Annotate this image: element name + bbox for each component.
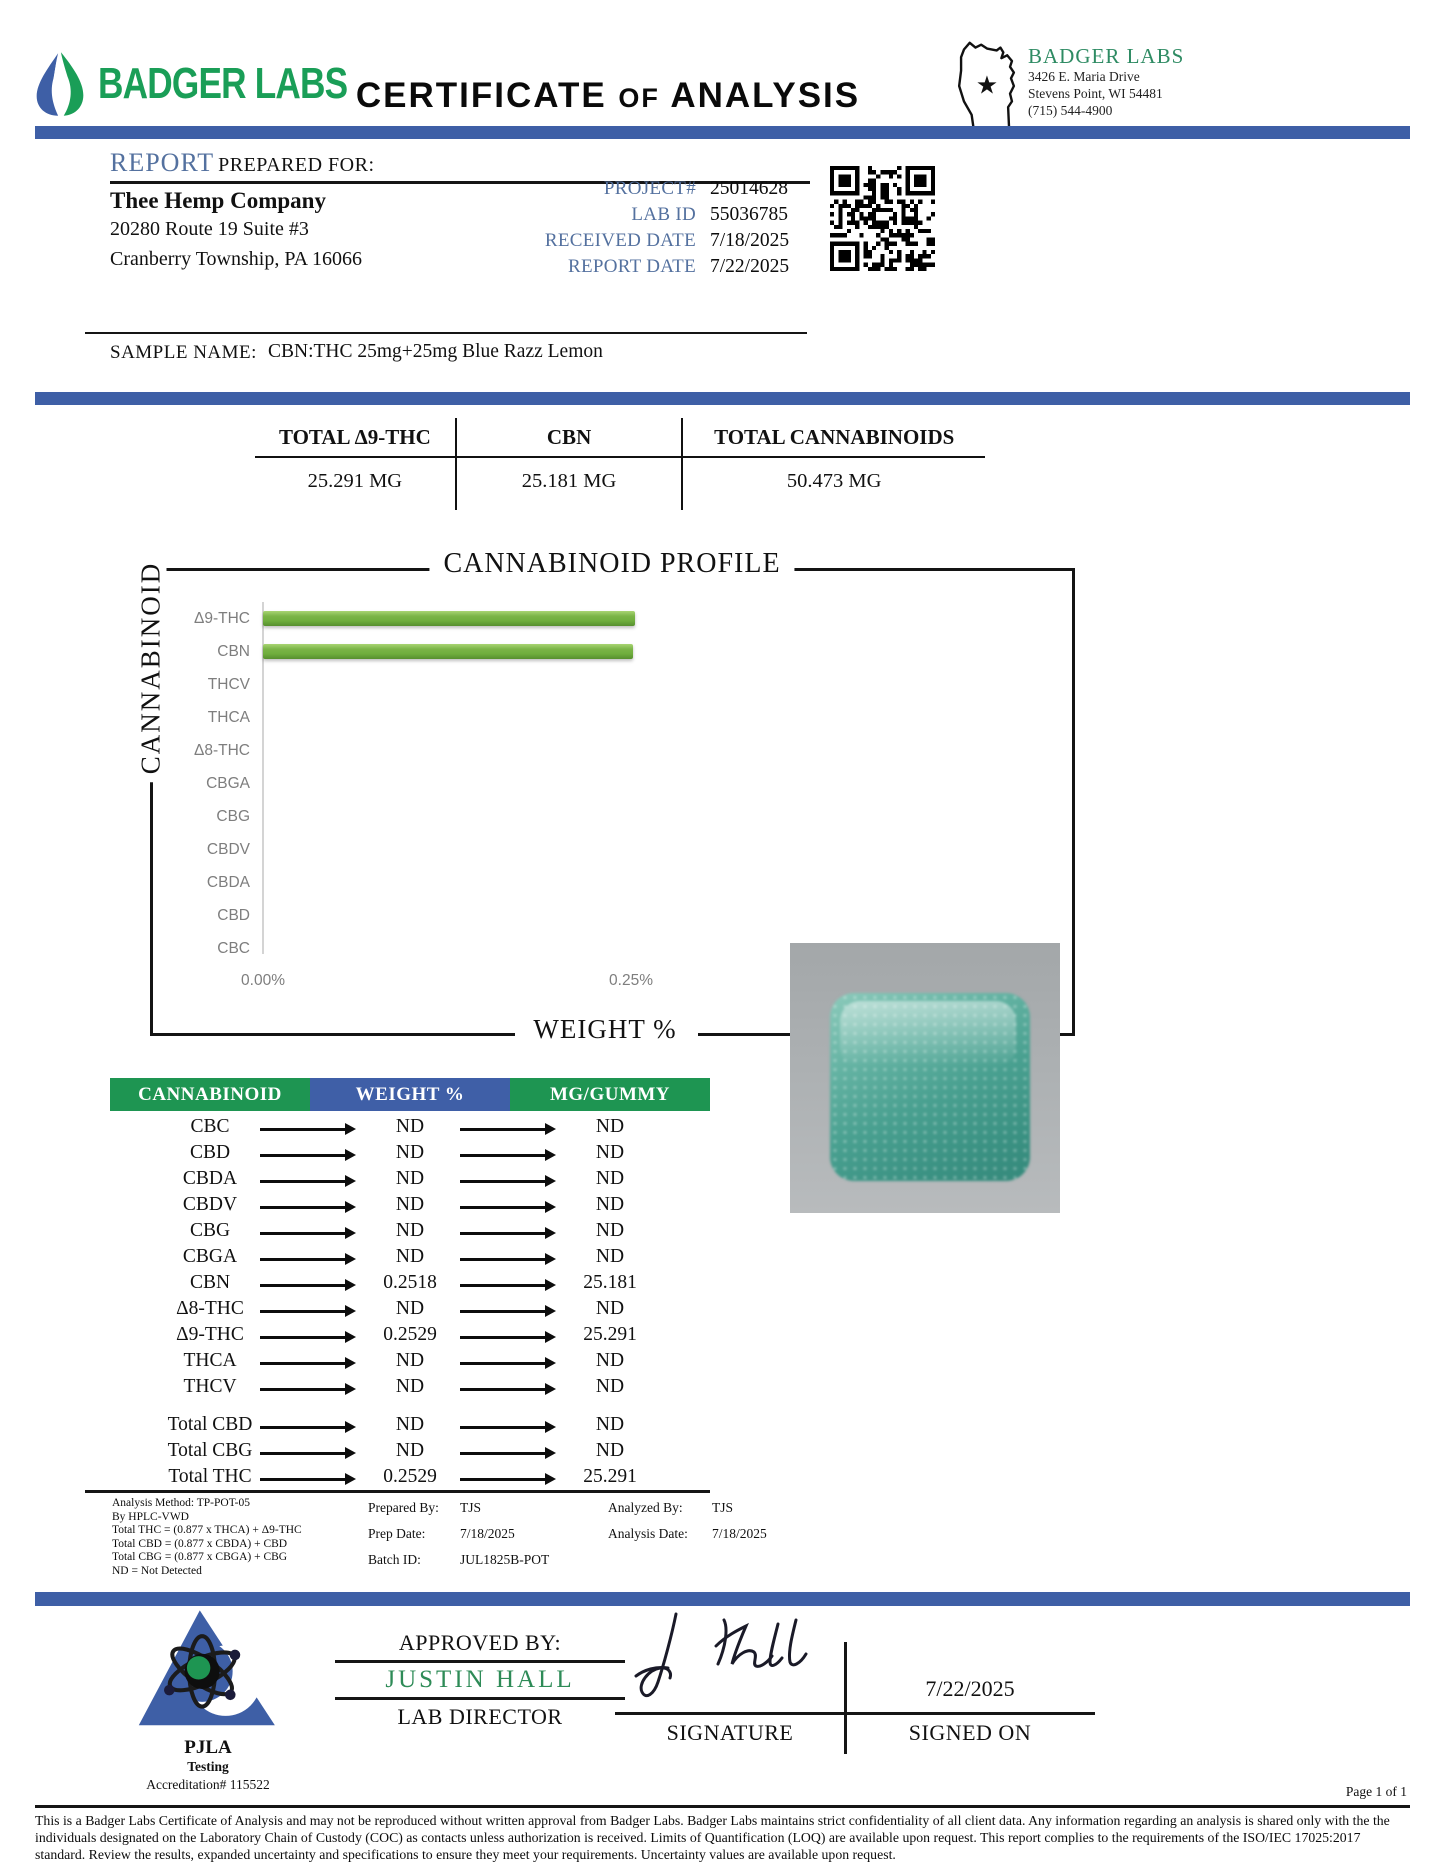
chart-x-axis-title: WEIGHT % (519, 1014, 690, 1045)
prep-date-label: Prep Date: (368, 1526, 426, 1541)
prep-date-value: 7/18/2025 (460, 1526, 515, 1541)
note-line: By HPLC-VWD (112, 1510, 189, 1523)
weight-value: ND (395, 1116, 425, 1137)
labid-value: 55036785 (710, 204, 788, 225)
chart-category-label: CBDV (206, 840, 250, 858)
pjla-name: PJLA (184, 1737, 232, 1758)
weight-value: ND (395, 1220, 425, 1241)
chart-category-label: CBC (217, 939, 250, 957)
batch-id-label: Batch ID: (368, 1552, 421, 1567)
chart-category-label: THCA (207, 708, 250, 726)
table-row-d8thc (110, 1298, 710, 1324)
report-prepared-heading (110, 148, 375, 178)
lab-address1: 3426 E. Maria Drive (1028, 69, 1140, 84)
analysis-date-label: Analysis Date: (608, 1526, 688, 1541)
analyzed-block (608, 1500, 767, 1552)
cannabinoid-name: Total THC (168, 1466, 252, 1487)
note-line: Total CBG = (0.877 x CBGA) + CBG (112, 1551, 288, 1563)
disclaimer-text: This is a Badger Labs Certificate of Analysis and may not be reproduced without written approval from Badger Labs. Badger Labs maintains strict confidentiality of all client data. Any information regarding an analysis is shared only with the the individuals designated on the Laboratory Chain of Custody (COC) as contacts unless authorization is received. Limits of Quantification (LOQ) are available upon request. This report complies to the requirements of the ISO/IEC 17025:2017 standard. Review the results, expanded uncertainty and specifications to ensure they meet your requirements. Uncertainty values are available upon request. (35, 1813, 1390, 1862)
mg-value: ND (595, 1246, 625, 1267)
total-d9thc-column (255, 418, 455, 510)
table-header-cannabinoid: CANNABINOID (110, 1078, 310, 1111)
cannabinoid-name: CBG (189, 1220, 231, 1241)
batch-id-value: JUL1825B-POT (460, 1552, 550, 1567)
mg-value: ND (595, 1350, 625, 1371)
mg-value: ND (595, 1440, 625, 1461)
sample-divider-line (85, 332, 807, 334)
divider-bar-footer (35, 1592, 1410, 1606)
project-value: 25014628 (710, 178, 788, 199)
note-line: Total THC = (0.877 x THCA) + Δ9-THC (112, 1524, 302, 1536)
mg-value: ND (595, 1194, 625, 1215)
total-cannabinoids-label: TOTAL CANNABINOIDS (683, 418, 985, 458)
method-notes (112, 1497, 302, 1578)
chart-row (140, 734, 1002, 767)
document-title (356, 76, 860, 116)
weight-value: ND (395, 1440, 425, 1461)
chart-category-label: Δ8-THC (194, 741, 250, 759)
weight-value: ND (395, 1194, 425, 1215)
table-bottom-line (85, 1490, 710, 1493)
labid-label: LAB ID (631, 204, 696, 225)
chart-row (140, 668, 1002, 701)
table-row-cbn (110, 1272, 710, 1298)
prepared-for-words: PREPARED FOR: (218, 154, 375, 176)
table-row-total-thc (110, 1466, 710, 1492)
total-d9thc-value: 25.291 MG (307, 469, 403, 492)
chart-border-right (1072, 568, 1075, 1036)
chart-category-label: CBN (217, 642, 250, 660)
signed-on-label: SIGNED ON (908, 1720, 1032, 1745)
table-row-total-cbd (110, 1414, 710, 1440)
weight-value: 0.2529 (383, 1324, 437, 1345)
table-row-cbc (110, 1116, 710, 1142)
lab-address2: Stevens Point, WI 54481 (1028, 86, 1163, 101)
note-line: ND = Not Detected (112, 1564, 202, 1577)
cannabinoid-name: CBC (190, 1116, 230, 1137)
table-row-cbdv (110, 1194, 710, 1220)
chart-bar-cbn (263, 644, 633, 659)
client-address2: Cranberry Township, PA 16066 (110, 248, 362, 270)
client-name: Thee Hemp Company (110, 188, 326, 213)
cannabinoid-name: Total CBD (167, 1414, 253, 1435)
weight-value: ND (395, 1246, 425, 1267)
analyzed-by-label: Analyzed By: (608, 1500, 683, 1515)
pjla-accreditation-block (128, 1608, 288, 1793)
divider-bar-top (35, 126, 1410, 139)
table-row-d9thc (110, 1324, 710, 1350)
cannabinoid-name: Total CBG (167, 1440, 253, 1461)
chart-row (140, 635, 1002, 668)
divider-bar-sample (35, 392, 1410, 405)
meta-row-received (310, 230, 810, 252)
pjla-subtitle: Testing (187, 1759, 229, 1774)
note-line: Total CBD = (0.877 x CBDA) + CBD (112, 1537, 288, 1550)
chart-category-label: CBG (216, 807, 250, 825)
mg-value: ND (595, 1298, 625, 1319)
signed-on-date: 7/22/2025 (925, 1676, 1015, 1701)
approved-by-label: APPROVED BY: (398, 1630, 562, 1655)
mg-value: 25.291 (583, 1466, 637, 1487)
table-header-weight: WEIGHT % (310, 1078, 510, 1111)
chart-category-label: Δ9-THC (194, 609, 250, 627)
chart-title: CANNABINOID PROFILE (429, 548, 794, 580)
table-row-thcv (110, 1376, 710, 1402)
prepared-by-label: Prepared By: (368, 1500, 439, 1515)
cannabinoid-name: CBDV (182, 1194, 238, 1215)
project-label: PROJECT# (603, 178, 696, 199)
footer-rule (35, 1805, 1410, 1808)
chart-border-top-right (772, 568, 1075, 571)
title-part2: OF (618, 83, 660, 113)
reportdate-label: REPORT DATE (568, 256, 696, 277)
signed-on-line (845, 1712, 1095, 1715)
prepared-block (368, 1500, 549, 1578)
page-number: Page 1 of 1 (1345, 1784, 1407, 1799)
lab-name: BADGER LABS (1028, 44, 1185, 68)
leaf-drop-icon (32, 50, 88, 118)
signature-line (615, 1712, 845, 1715)
approver-name: JUSTIN HALL (385, 1665, 575, 1693)
cannabinoid-name: Δ8-THC (176, 1298, 244, 1319)
lab-phone: (715) 544-4900 (1028, 103, 1113, 118)
cannabinoid-profile-chart (140, 602, 1002, 965)
reportdate-value: 7/22/2025 (710, 256, 790, 277)
sample-name-label: SAMPLE NAME: (110, 342, 257, 363)
mg-value: 25.181 (583, 1272, 637, 1293)
chart-row (140, 800, 1002, 833)
pjla-logo-icon (133, 1608, 283, 1730)
table-row-thca (110, 1350, 710, 1376)
total-cbn-column (455, 418, 684, 510)
received-label: RECEIVED DATE (544, 230, 696, 251)
mg-value: ND (595, 1414, 625, 1435)
weight-value: ND (395, 1376, 425, 1397)
prepared-by-value: TJS (460, 1500, 482, 1515)
cannabinoid-name: CBDA (182, 1168, 238, 1189)
approver-underline (335, 1697, 625, 1701)
x-tick-0: 0.00% (241, 972, 285, 989)
table-row-cbga (110, 1246, 710, 1272)
table-row-cbg (110, 1220, 710, 1246)
signature-image (628, 1606, 838, 1710)
badger-labs-logo (32, 50, 410, 118)
wisconsin-state-icon (948, 38, 1026, 134)
weight-value: 0.2518 (383, 1272, 437, 1293)
table-header-mg: MG/GUMMY (510, 1078, 710, 1111)
chart-category-label: CBGA (206, 774, 250, 792)
chart-border-bottom-left (150, 1033, 515, 1036)
chart-category-label: THCV (207, 675, 250, 693)
total-d9thc-label: TOTAL Δ9-THC (255, 418, 455, 458)
cannabinoid-name: THCV (183, 1376, 237, 1397)
title-part3: ANALYSIS (670, 76, 861, 115)
signature-label: SIGNATURE (666, 1720, 794, 1745)
mg-value: ND (595, 1116, 625, 1137)
chart-y-axis-title: CANNABINOID (136, 554, 167, 783)
logo-wordmark: BADGER LABS (98, 59, 348, 108)
chart-row (140, 833, 1002, 866)
cannabinoid-name: THCA (183, 1350, 237, 1371)
received-value: 7/18/2025 (710, 230, 790, 251)
sample-name-value: CBN:THC 25mg+25mg Blue Razz Lemon (268, 341, 603, 362)
report-word: REPORT (110, 148, 215, 177)
total-cannabinoids-value: 50.473 MG (786, 469, 882, 492)
chart-bar-d9thc (263, 611, 635, 626)
pjla-accreditation-number: Accreditation# 115522 (146, 1777, 270, 1792)
chart-row (140, 701, 1002, 734)
chart-row (140, 899, 1002, 932)
table-row-cbda (110, 1168, 710, 1194)
qr-code (830, 166, 935, 271)
weight-value: ND (395, 1414, 425, 1435)
approver-title: LAB DIRECTOR (397, 1704, 563, 1729)
chart-category-label: CBD (217, 906, 250, 924)
table-row-total-cbg (110, 1440, 710, 1466)
sample-photo (790, 943, 1060, 1213)
cannabinoid-name: Δ9-THC (176, 1324, 244, 1345)
mg-value: 25.291 (583, 1324, 637, 1345)
weight-value: ND (395, 1350, 425, 1371)
mg-value: ND (595, 1142, 625, 1163)
mg-value: ND (595, 1220, 625, 1241)
meta-row-project (310, 178, 810, 200)
note-line: Analysis Method: TP-POT-05 (112, 1497, 251, 1509)
gummy-cube (830, 993, 1030, 1181)
meta-row-labid (310, 204, 810, 226)
approved-by-block (335, 1630, 625, 1730)
chart-row (140, 866, 1002, 899)
weight-value: ND (395, 1168, 425, 1189)
client-address1: 20280 Route 19 Suite #3 (110, 218, 309, 240)
total-cbn-label: CBN (457, 418, 682, 458)
chart-border-top-left (150, 568, 452, 571)
chart-row (140, 602, 1002, 635)
table-row-cbd (110, 1142, 710, 1168)
approved-underline (335, 1660, 625, 1663)
title-part1: CERTIFICATE (355, 76, 607, 115)
weight-value: 0.2529 (383, 1466, 437, 1487)
total-cannabinoids-column (683, 418, 985, 510)
analyzed-by-value: TJS (712, 1500, 734, 1515)
cannabinoid-name: CBGA (182, 1246, 238, 1267)
chart-row (140, 767, 1002, 800)
weight-value: ND (395, 1298, 425, 1319)
totals-strip (255, 418, 985, 510)
total-cbn-value: 25.181 MG (521, 469, 617, 492)
mg-value: ND (595, 1376, 625, 1397)
cannabinoid-name: CBD (189, 1142, 231, 1163)
weight-value: ND (395, 1142, 425, 1163)
mg-value: ND (595, 1168, 625, 1189)
star-glyph: ★ (975, 72, 999, 100)
lab-address-block (1028, 44, 1185, 119)
cannabinoid-name: CBN (189, 1272, 231, 1293)
analysis-date-value: 7/18/2025 (712, 1526, 767, 1541)
chart-category-label: CBDA (206, 873, 250, 891)
x-tick-1: 0.25% (609, 972, 653, 989)
meta-row-reportdate (310, 256, 810, 278)
